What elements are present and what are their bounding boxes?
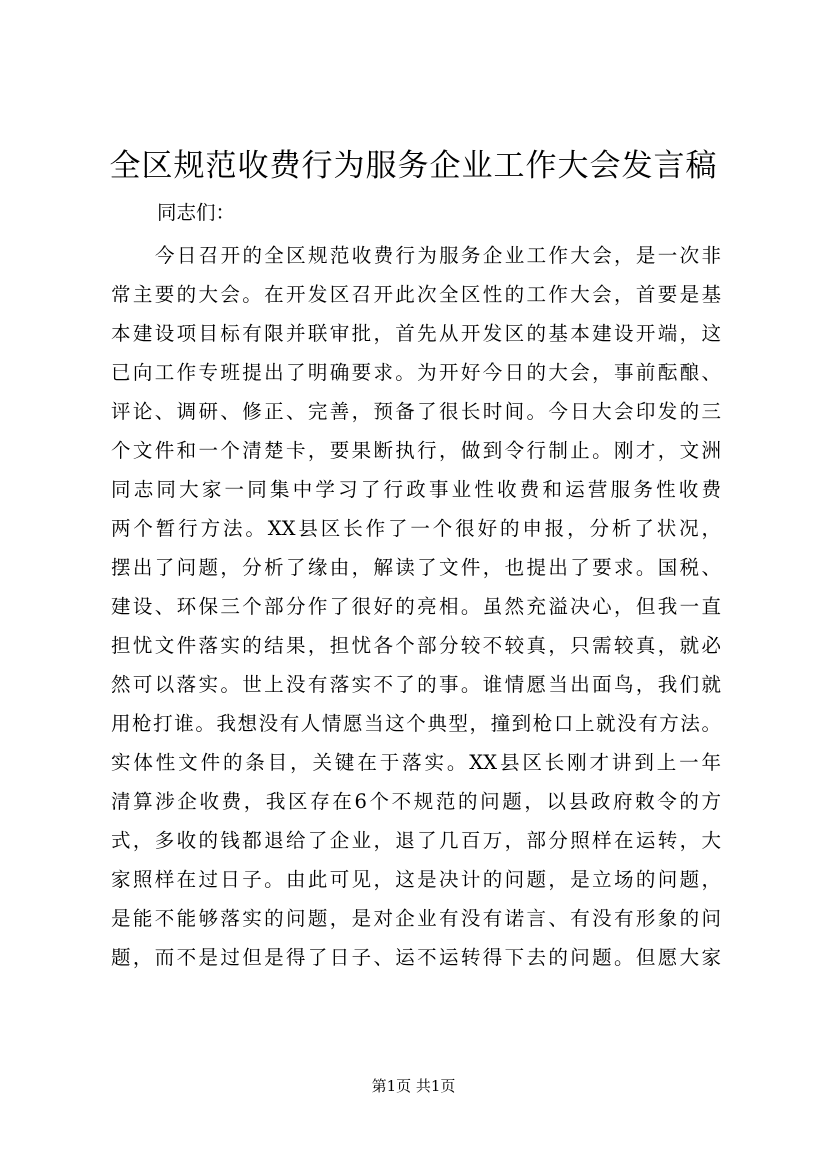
body-line: 建设、环保三个部分作了很好的亮相。虽然充溢决心，但我一直	[111, 595, 721, 618]
body-line: 本建设项目标有限并联审批，首先从开发区的基本建设开端，这	[111, 322, 721, 345]
body-line: 式，多收的钱都退给了企业，退了几百万，部分照样在运转，大	[111, 829, 721, 852]
body-line: 清算涉企收费，我区存在6个不规范的问题，以县政府敕令的方	[111, 790, 721, 813]
body-line: 是能不能够落实的问题，是对企业有没有诺言、有没有形象的问	[111, 907, 721, 930]
body-line: 然可以落实。世上没有落实不了的事。谁情愿当出面鸟，我们就	[111, 673, 721, 696]
document-title: 全区规范收费行为服务企业工作大会发言稿	[109, 148, 718, 184]
document-body	[111, 239, 721, 980]
salutation: 同志们：	[157, 201, 236, 224]
body-line: 家照样在过日子。由此可见，这是决计的问题，是立场的问题，	[111, 868, 721, 891]
body-line: 实体性文件的条目，关键在于落实。XX县区长刚才讲到上一年	[111, 751, 721, 774]
page-footer: 第1页 共1页	[371, 1077, 456, 1095]
body-line: 评论、调研、修正、完善，预备了很长时间。今日大会印发的三	[111, 400, 721, 423]
body-line: 已向工作专班提出了明确要求。为开好今日的大会，事前酝酿、	[111, 361, 721, 384]
body-line: 同志同大家一同集中学习了行政事业性收费和运营服务性收费	[111, 478, 721, 501]
body-line: 题，而不是过但是得了日子、运不运转得下去的问题。但愿大家	[111, 946, 721, 969]
body-line: 用枪打谁。我想没有人情愿当这个典型，撞到枪口上就没有方法。	[111, 712, 721, 735]
body-line: 常主要的大会。在开发区召开此次全区性的工作大会，首要是基	[111, 283, 721, 306]
body-line: 担忧文件落实的结果，担忧各个部分较不较真，只需较真，就必	[111, 634, 721, 657]
body-line: 今日召开的全区规范收费行为服务企业工作大会，是一次非	[155, 244, 721, 267]
body-line: 个文件和一个清楚卡，要果断执行，做到令行制止。刚才，文洲	[111, 439, 721, 462]
body-line: 两个暂行方法。XX县区长作了一个很好的申报，分析了状况，	[111, 517, 721, 540]
body-line: 摆出了问题，分析了缘由，解读了文件，也提出了要求。国税、	[111, 556, 721, 579]
